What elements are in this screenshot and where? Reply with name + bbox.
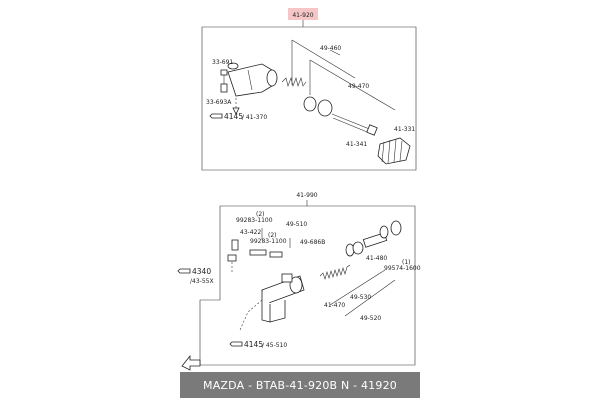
label-99574-1600: 99574-1600: [384, 265, 421, 272]
ref-4145-bottom-main: 4145: [244, 340, 264, 349]
ref-4145-bottom-sub: / 45-510: [262, 342, 288, 349]
reference-4145-bottom: [230, 340, 287, 349]
ref-4340-sub: /43-55X: [190, 278, 214, 285]
bottom-panel: [178, 192, 421, 365]
ref-4340-main: 4340: [192, 267, 212, 276]
label-41-470: 41-470: [324, 302, 346, 309]
bottom-spring: [320, 265, 350, 279]
push-rod: [332, 114, 377, 135]
dust-boot: [378, 138, 410, 164]
label-49-686b: 49-686B: [300, 239, 326, 246]
label-99283-1100-b: 99283-1100: [250, 238, 287, 245]
label-49-460: 49-460: [320, 45, 342, 52]
bottom-piston: [363, 221, 401, 247]
top-callout: [288, 8, 318, 27]
caption-bar: [180, 372, 420, 398]
label-43-422: 43-422: [240, 229, 262, 236]
ref-4145-top-main: 4145: [224, 112, 244, 121]
label-49-510: 49-510: [286, 221, 308, 228]
label-41-331: 41-331: [394, 126, 416, 133]
label-33-693a: 33-693A: [206, 99, 232, 106]
label-41-341: 41-341: [346, 141, 368, 148]
label-49-470: 49-470: [348, 83, 370, 90]
caption-text: MAZDA - BTAB-41-920B N - 41920: [203, 378, 397, 392]
label-49-520: 49-520: [360, 315, 382, 322]
ref-4145-top-sub: / 41-370: [242, 114, 268, 121]
label-33-691: 33-691: [212, 59, 234, 66]
bottom-seals: [346, 242, 363, 256]
label-qty2-a: (2): [256, 211, 265, 218]
reference-4340: [178, 267, 214, 285]
label-99283-1100-a: 99283-1100: [236, 217, 273, 224]
top-panel: [202, 27, 416, 170]
bleeder-screw: [221, 70, 227, 92]
label-41-990: 41-990: [296, 192, 318, 199]
label-qty1: (1): [402, 259, 411, 266]
front-arrow-icon: [182, 356, 200, 370]
housing: [262, 274, 304, 322]
piston-seal: [304, 97, 332, 116]
label-41-480: 41-480: [366, 255, 388, 262]
spring: [282, 78, 306, 86]
label-49-530: 49-530: [350, 294, 372, 301]
reference-4145-top: [210, 112, 267, 121]
top-callout-label: 41-920: [292, 12, 314, 19]
label-qty2-b: (2): [268, 232, 277, 239]
cylinder-body: [228, 63, 277, 96]
